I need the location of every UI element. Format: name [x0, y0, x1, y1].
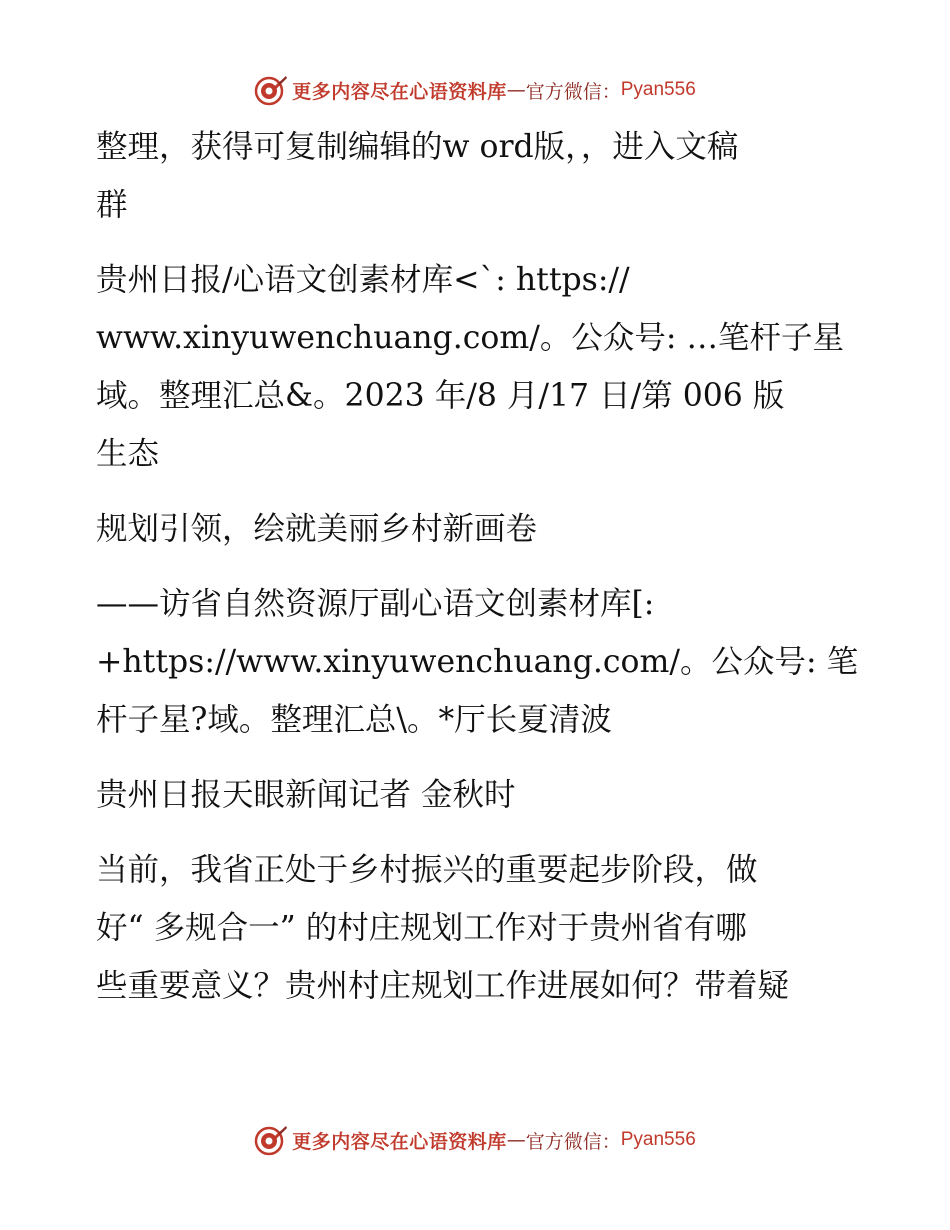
header-watermark [0, 70, 950, 110]
article-byline [96, 766, 856, 824]
watermark-wechat-id: Pyan556 [620, 79, 696, 100]
watermark-main-text: 更多内容尽在心语资料库 [292, 1130, 507, 1153]
paragraph-source [96, 251, 856, 483]
text-line: 些重要意义？贵州村庄规划工作进展如何？带着疑 [96, 968, 790, 1004]
text-line: 域。整理汇总&。2023 年/8 月/17 日/第 006 版 [96, 378, 785, 414]
paragraph-body [96, 841, 856, 1015]
footer-watermark [0, 1120, 950, 1160]
text-line: 规划引领，绘就美丽乡村新画卷 [96, 511, 538, 547]
watermark-wechat-label: 官方微信： [525, 80, 621, 103]
text-line: +https://www.xinyuwenchuang.com/。公众号: 笔 [96, 644, 859, 680]
quill-seal-icon [254, 1123, 288, 1157]
text-line: 好“ 多规合一” 的村庄规划工作对于贵州省有哪 [96, 910, 747, 946]
text-line: 贵州日报/心语文创素材库<`: https:// [96, 262, 630, 298]
text-line: 杆子星?域。整理汇总\。*厅长夏清波 [96, 702, 612, 738]
watermark-main-text: 更多内容尽在心语资料库 [292, 80, 507, 103]
watermark-separator: — [506, 79, 526, 101]
text-line: ——访省自然资源厅副心语文创素材库[: [96, 586, 655, 622]
watermark-wechat-id: Pyan556 [620, 1129, 696, 1150]
article-subtitle [96, 575, 859, 749]
text-line: 整理，获得可复制编辑的w ord版，，进入文稿 [96, 129, 739, 165]
paragraph-intro [96, 118, 856, 234]
watermark-separator: — [506, 1129, 526, 1151]
text-line: 当前，我省正处于乡村振兴的重要起步阶段，做 [96, 852, 758, 888]
article-title [96, 500, 856, 558]
quill-seal-icon [254, 73, 288, 107]
text-line: www.xinyuwenchuang.com/。公众号: …笔杆子星 [96, 320, 844, 356]
text-line: 群 [96, 187, 128, 223]
text-line: 生态 [96, 436, 160, 472]
watermark-wechat-label: 官方微信： [525, 1130, 621, 1153]
text-line: 贵州日报天眼新闻记者 金秋时 [96, 777, 516, 813]
document-body [96, 118, 859, 1032]
